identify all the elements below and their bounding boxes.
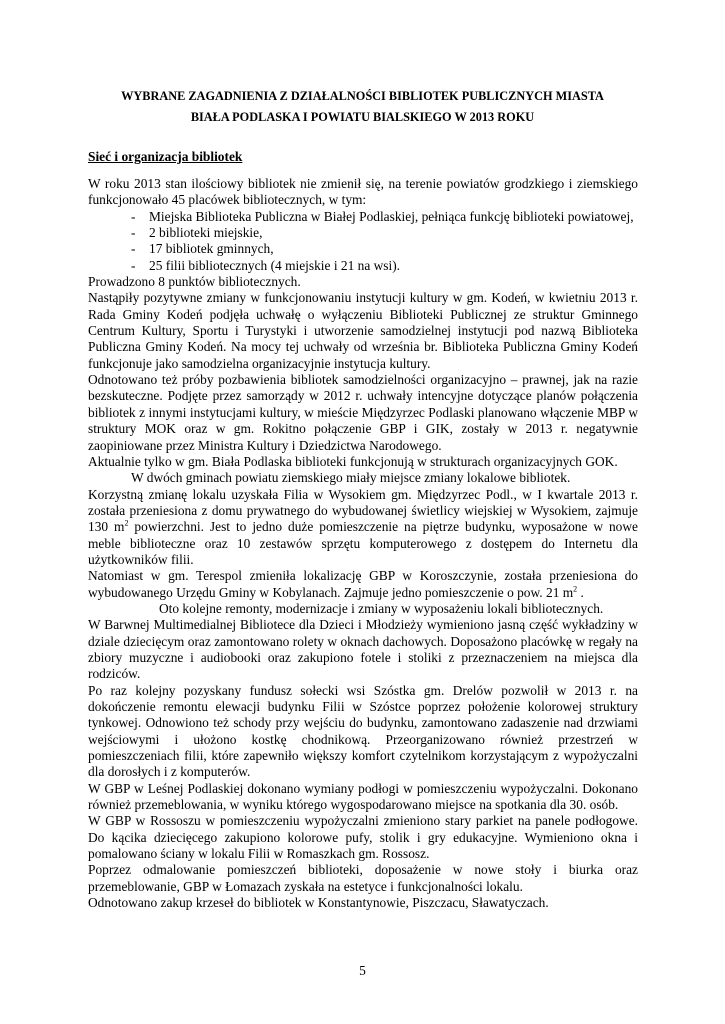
chairs-paragraph: Odnotowano zakup krzeseł do bibliotek w Konstantynowie, Piszczacu, Sławatyczach.: [88, 895, 549, 911]
koden-paragraph: Nastąpiły pozytywne zmiany w funkcjonowaniu instytucji kultury w gm. Kodeń, w kwietniu 2013 r. Rada Gminy Kodeń podjęła uchwałę o wyłączeniu Biblioteki Publicznej ze struktur Gminnego Centrum Kultury, Sportu i Turystyki i utworzenie samodzielnej instytucji pod nazwą Biblioteka Publiczna Gminy Kodeń. Na mocy tej uchwały od września br. Biblioteka Publiczna Gminy Kodeń funkcjonuje jako samodzielna organizacyjnie instytucja kultury.: [88, 290, 638, 371]
library-list: [88, 209, 638, 274]
rossosz-paragraph: W GBP w Rossoszu w pomieszczeniu wypożyczalni zmieniono stary parkiet na panele podłogowe. Do kącika dziecięcego zakupiono kolorowe pufy, stolik i gry edukacyjne. Wymieniono okna i pomalowano ściany w lokalu Filii w Romaszkach gm. Rossosz.: [88, 813, 638, 862]
gok-paragraph: Aktualnie tylko w gm. Biała Podlaska biblioteki funkcjonują w strukturach organizacyjnych GOK.: [88, 453, 618, 469]
wysokie-paragraph: Korzystną zmianę lokalu uzyskała Filia w Wysokiem gm. Międzyrzec Podl., w I kwartale 2013 r. została przeniesiona z domu prywatnego do wybudowanej świetlicy wiejskiej w Wysokiem, zajmuje 130 $m^2$ powierzchni. Jest to jedno duże pomieszczenie na piętrze budynku, wyposażone w nowe meble biblioteczne oraz 10 zestawów sprzętu komputerowego z dostępem do Internetu dla użytkowników filii.: [88, 486, 638, 567]
intro-paragraph: W roku 2013 stan ilościowy bibliotek nie zmienił się, na terenie powiatów grodzkiego i ziemskiego funkcjonowało 45 placówek bibliotecznych, w tym:: [88, 176, 638, 208]
section-heading: Sieć i organizacja bibliotek: [88, 149, 243, 164]
list-dash: -: [131, 241, 136, 257]
list-item: - 2 biblioteki miejskie,: [131, 225, 263, 241]
list-item: - 17 bibliotek gminnych,: [131, 241, 274, 257]
two-gminas-paragraph: W dwóch gminach powiatu ziemskiego miały miejsce zmiany lokalowe bibliotek.: [131, 470, 571, 486]
renovations-paragraph: Oto kolejne remonty, modernizacje i zmiany w wyposażeniu lokali bibliotecznych.: [159, 600, 604, 616]
document-title-line-1: WYBRANE ZAGADNIENIA Z DZIAŁALNOŚCI BIBLIOTEK PUBLICZNYCH MIASTA: [121, 89, 604, 103]
document-body: [88, 176, 638, 911]
list-dash: -: [131, 225, 136, 241]
szostka-paragraph: Po raz kolejny pozyskany fundusz sołecki wsi Szóstka gm. Drelów pozwolił w 2013 r. na dokończenie remontu elewacji budynku Filii w Szóstce poprzez położenie kolorowej struktury tynkowej. Odnowiono też schody przy wejściu do budynku, zamontowano zadaszenie nad drzwiami wejściowymi i ułożono kostkę chodnikową. Przeorganizowano również przestrzeń w pomieszczeniach filii, które zapewniło większy komfort czytelnikom korzystającym z wypożyczalni dla dorosłych i z komputerów.: [88, 682, 638, 780]
lomazy-paragraph: Poprzez odmalowanie pomieszczeń biblioteki, doposażenie w nowe stoły i biurka oraz przemeblowanie, GBP w Łomazach zyskała na estetyce i funkcjonalności lokalu.: [88, 862, 638, 894]
list-dash: -: [131, 257, 136, 273]
list-dash: -: [131, 208, 136, 224]
list-item: - 25 filii bibliotecznych (4 miejskie i 21 na wsi).: [131, 257, 401, 273]
document-title-line-2: BIAŁA PODLASKA I POWIATU BIALSKIEGO W 2013 ROKU: [190, 110, 535, 124]
points-paragraph: Prowadzono 8 punktów bibliotecznych.: [88, 274, 301, 290]
barwna-paragraph: W Barwnej Multimedialnej Bibliotece dla Dzieci i Młodzieży wymieniono jasną część wykładziny w dziale dziecięcym oraz zamontowano rolety w oknach dachowych. Doposażono placówkę w regały na zbiory muzyczne i audiobooki oraz zakupiono fotele i stoliki z przeznaczeniem na miejsca dla rodziców.: [88, 617, 638, 682]
lesna-paragraph: W GBP w Leśnej Podlaskiej dokonano wymiany podłogi w pomieszczeniu wypożyczalni. Dokonano również przemeblowania, w wyniku którego wygospodarowano miejsce na spotkania dla 30. osób.: [88, 780, 638, 813]
page-number: 5: [359, 963, 366, 978]
list-item: - Miejska Biblioteka Publiczna w Białej Podlaskiej, pełniąca funkcję biblioteki powiatowej,: [131, 208, 634, 224]
terespol-paragraph: Natomiast w gm. Terespol zmieniła lokalizację GBP w Koroszczynie, została przeniesiona do wybudowanego Urzędu Gminy w Kobylanach. Zajmuje jedno pomieszczenie o pow. 21 $m^2$ .: [88, 568, 638, 600]
attempts-paragraph: Odnotowano też próby pozbawienia bibliotek samodzielności organizacyjno – prawnej, jak na razie bezskuteczne. Podjęte przez samorządy w 2012 r. uchwały intencyjne dotyczące planów połączenia bibliotek z innymi instytucjami kultury, w mieście Międzyrzec Podlaski planowano włączenie MBP w struktury MOK oraz w gm. Rokitno połączenie GBP i GIK, zostały w 2013 r. negatywnie zaopiniowane przez Ministra Kultury i Dziedzictwa Narodowego.: [88, 372, 638, 453]
